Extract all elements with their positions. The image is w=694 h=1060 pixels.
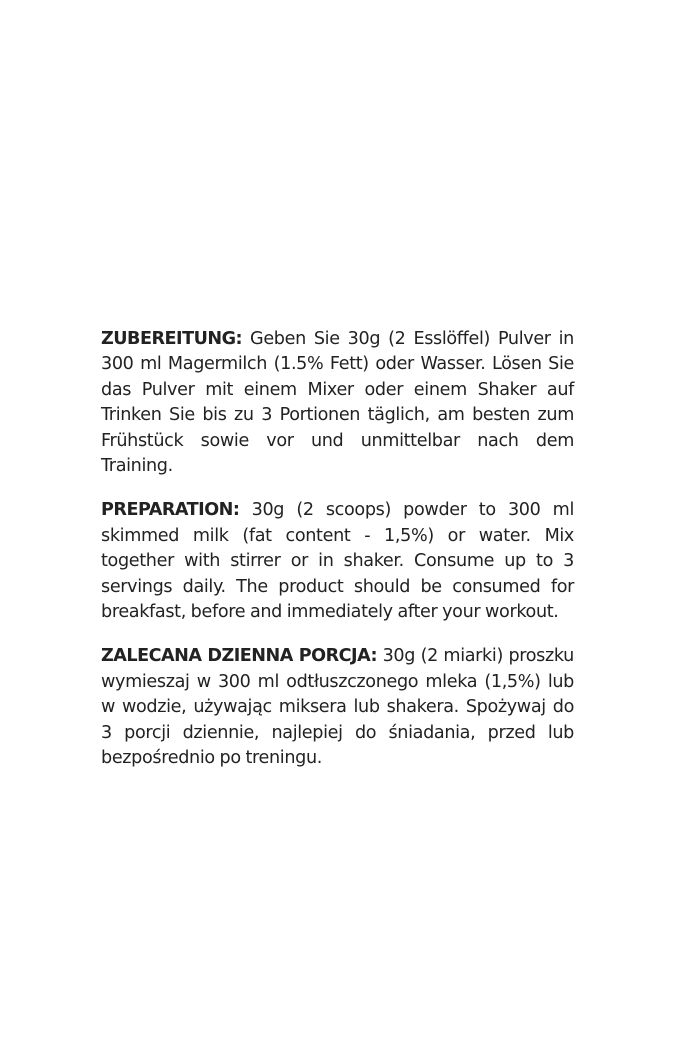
section-label: PREPARATION: [101,500,240,521]
section-label: ZUBEREITUNG: [101,329,243,349]
section-text: 30g (2 miarki) proszku wymieszaj w 300 ml odtłuszczonego mleka (1,5%) lub w wodzie, używając miksera lub shakera. Spożywaj do 3 porcji dziennie, najlepiej do śniadania, przed lub bezpośrednio po treningu. [101,646,574,769]
section-label: ZALECANA DZIENNA PORCJA: [101,646,378,667]
section-english-preparation [101,498,574,625]
section-polish-daily-portion [101,644,574,771]
section-text: Geben Sie 30g (2 Esslöffel) Pulver in 300 ml Magermilch (1.5% Fett) oder Wasser. Lösen Sie das Pulver mit einem Mixer oder einem Shaker auf Trinken Sie bis zu 3 Portionen täglich, am besten zum Frühstück sowie vor und unmittelbar nach dem Training. [101,329,574,477]
section-text: 30g (2 scoops) powder to 300 ml skimmed milk (fat content - 1,5%) or water. Mix together with stirrer or in shaker. Consume up to 3 servings daily. The product should be consumed for breakfast, before and immediately after your workout. [101,500,575,623]
section-german-preparation [101,327,574,479]
instructions-block [101,327,574,791]
